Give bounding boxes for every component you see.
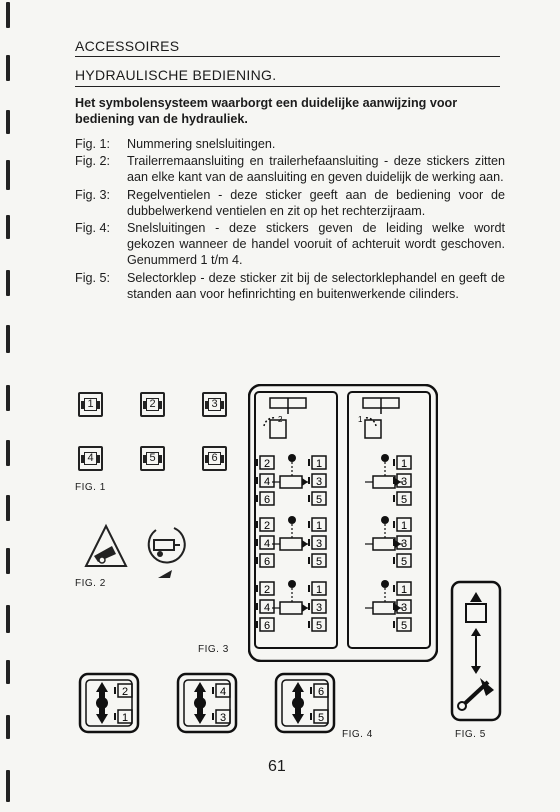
svg-text:4: 4 <box>219 686 227 698</box>
svg-text:6: 6 <box>263 556 271 568</box>
figure-text: Regelventielen - deze sticker geeft aan de bediening voor de dubbelwerkend ventielen en zit op het rechterzijraam. <box>127 187 505 218</box>
svg-text:3: 3 <box>315 476 323 488</box>
lever-knob-icon <box>381 580 389 588</box>
trailer-brake-icon <box>86 526 126 566</box>
external-cylinder-icon <box>458 678 494 710</box>
coupling-sticker-6: 6 <box>202 446 227 471</box>
svg-text:4: 4 <box>263 602 271 614</box>
section-rule <box>75 56 500 57</box>
figure-item <box>75 220 505 269</box>
svg-text:5: 5 <box>400 494 408 506</box>
double-arrow-icon <box>471 628 481 674</box>
figure-item <box>75 136 505 152</box>
svg-text:6: 6 <box>317 686 325 698</box>
intro-paragraph: Het symbolensysteem waarborgt een duidelijke aanwijzing voor bediening van de hydrauliek. <box>75 96 458 126</box>
fig2-label: FIG. 2 <box>75 578 106 589</box>
svg-text:1: 1 <box>121 712 129 724</box>
svg-text:3: 3 <box>315 538 323 550</box>
svg-text:5: 5 <box>315 620 323 632</box>
svg-text:2: 2 <box>263 520 271 532</box>
fig4-label: FIG. 4 <box>342 729 373 740</box>
svg-text:4: 4 <box>263 538 271 550</box>
svg-text:2: 2 <box>121 686 129 698</box>
figure-key: Fig. 3: <box>75 187 110 202</box>
trailer-symbols-graphic <box>78 520 198 582</box>
figure-key: Fig. 1: <box>75 137 110 151</box>
figure-item <box>75 153 505 185</box>
page-title: HYDRAULISCHE BEDIENING. <box>75 67 277 83</box>
coupling-sticker-4: 4 <box>78 446 103 471</box>
trailer-lift-icon <box>149 528 185 578</box>
figure-text: Selectorklep - deze sticker zit bij de selectorklephandel en geeft de standen aan voor hefinrichting en buitenwerkende cilinders. <box>127 270 505 301</box>
svg-text:1: 1 <box>315 520 323 532</box>
svg-text:6: 6 <box>263 620 271 632</box>
top-mark-right: 1 <box>358 415 363 424</box>
figure-text: Trailerremaansluiting en trailerhefaansluiting - deze stickers zitten aan elke kant van de aansluiting en geven duidelijk de werking aan. <box>127 154 505 185</box>
coupling-sticker-2: 2 <box>140 392 165 417</box>
figure-text: Nummering snelsluitingen. <box>127 137 276 151</box>
lever-direction-sticker <box>276 674 334 732</box>
svg-text:3: 3 <box>400 602 408 614</box>
svg-text:3: 3 <box>219 712 227 724</box>
figure-key: Fig. 2: <box>75 154 110 169</box>
svg-text:4: 4 <box>263 476 271 488</box>
svg-text:6: 6 <box>263 494 271 506</box>
fig1-label: FIG. 1 <box>75 482 106 493</box>
svg-text:3: 3 <box>315 602 323 614</box>
coupling-number <box>115 710 132 724</box>
svg-text:5: 5 <box>400 620 408 632</box>
coupling-number <box>213 710 230 724</box>
coupling-sticker-5: 5 <box>140 446 165 471</box>
fig5-label: FIG. 5 <box>455 729 486 740</box>
coupling-number <box>213 684 230 698</box>
lever-knob-icon <box>288 454 296 462</box>
title-rule <box>75 86 500 87</box>
control-valve-panel <box>248 384 438 662</box>
top-mark-left: 2 <box>278 415 283 424</box>
figure-text: Snelsluitingen - deze stickers geven de leiding welke wordt gekozen wanneer de handel vooruit of achteruit wordt geschoven. Genummerd 1 t/m 4. <box>127 221 505 268</box>
figure-key: Fig. 5: <box>75 270 110 285</box>
coupling-number <box>115 684 132 698</box>
svg-text:3: 3 <box>400 476 408 488</box>
lever-knob-icon <box>288 580 296 588</box>
svg-text:1: 1 <box>315 458 323 470</box>
svg-text:5: 5 <box>315 556 323 568</box>
coupling-number <box>311 710 328 724</box>
lever-knob-icon <box>381 454 389 462</box>
fig3-label: FIG. 3 <box>198 644 229 655</box>
selector-valve-sticker <box>450 580 502 722</box>
coupling-number <box>311 684 328 698</box>
figure-list <box>75 136 505 303</box>
lift-arm-icon <box>466 592 486 622</box>
svg-text:2: 2 <box>263 458 271 470</box>
svg-text:5: 5 <box>315 494 323 506</box>
svg-text:1: 1 <box>315 584 323 596</box>
lever-knob-icon <box>288 516 296 524</box>
svg-text:5: 5 <box>317 712 325 724</box>
svg-text:1: 1 <box>400 458 408 470</box>
svg-text:1: 1 <box>400 584 408 596</box>
lever-direction-sticker <box>80 674 138 732</box>
lever-direction-sticker <box>178 674 236 732</box>
coupling-lever-stickers <box>78 672 338 734</box>
page-number: 61 <box>268 758 286 775</box>
section-title: ACCESSOIRES <box>75 38 180 54</box>
svg-text:2: 2 <box>263 584 271 596</box>
figure-key: Fig. 4: <box>75 221 110 236</box>
svg-text:3: 3 <box>400 538 408 550</box>
figure-item <box>75 187 505 219</box>
coupling-sticker-3: 3 <box>202 392 227 417</box>
svg-text:5: 5 <box>400 556 408 568</box>
coupling-sticker-1: 1 <box>78 392 103 417</box>
figure-item <box>75 270 505 302</box>
lever-knob-icon <box>381 516 389 524</box>
svg-text:1: 1 <box>400 520 408 532</box>
